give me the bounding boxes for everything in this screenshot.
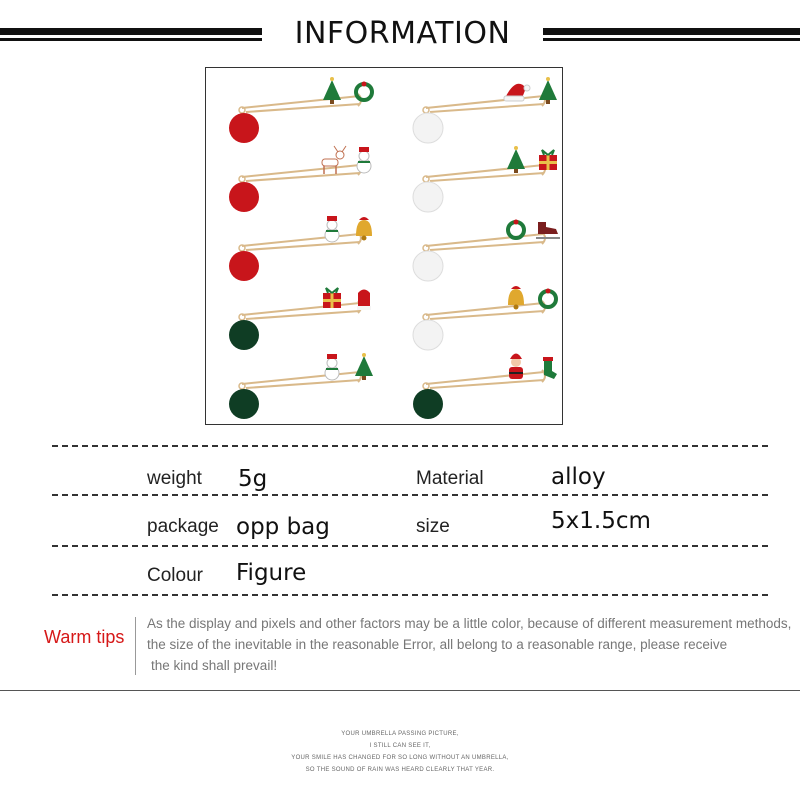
header-bars-right xyxy=(543,28,800,44)
brooch-pin xyxy=(413,146,557,212)
colour-label: Colour xyxy=(147,565,203,586)
wreath-icon xyxy=(540,289,556,308)
christmas-tree-icon xyxy=(539,77,557,104)
gift-box-icon xyxy=(539,150,557,170)
snowman-icon xyxy=(325,354,339,380)
pom-pom xyxy=(413,251,443,281)
brooch-pin xyxy=(413,286,556,350)
brooch-pin xyxy=(229,146,371,212)
wreath-icon xyxy=(356,82,372,101)
warm-tips-separator xyxy=(135,617,136,675)
ice-skate-icon xyxy=(536,222,560,238)
warm-tips-line: As the display and pixels and other factors may be a little color, because of different measurement methods, xyxy=(147,616,792,631)
divider-dashed xyxy=(52,545,768,547)
package-value: opp bag xyxy=(236,514,330,540)
pom-pom xyxy=(229,113,259,143)
pom-pom xyxy=(229,182,259,212)
christmas-tree-icon xyxy=(507,146,525,173)
size-label: size xyxy=(416,516,450,537)
reindeer-icon xyxy=(322,146,346,174)
brooch-pin xyxy=(413,220,560,282)
divider-dashed xyxy=(52,494,768,496)
weight-label: weight xyxy=(147,468,202,489)
pom-pom xyxy=(413,320,443,350)
header xyxy=(0,0,800,70)
pom-pom xyxy=(229,320,259,350)
header-bars-left xyxy=(0,28,262,44)
warm-tips-line: the kind shall prevail! xyxy=(151,658,278,673)
divider-dashed xyxy=(52,445,768,447)
snowman-icon xyxy=(357,147,371,173)
colour-value: Figure xyxy=(236,560,307,586)
brooch-pin xyxy=(229,216,372,281)
brooch-pin xyxy=(413,77,557,143)
page-title: INFORMATION xyxy=(294,16,511,51)
pom-pom xyxy=(229,389,259,419)
warm-tips-label: Warm tips xyxy=(44,627,125,647)
divider-dashed xyxy=(52,594,768,596)
brooch-pin xyxy=(229,353,373,419)
bell-icon xyxy=(356,217,372,241)
material-value: alloy xyxy=(551,464,606,490)
footer-line: SO THE SOUND OF RAIN WAS HEARD CLEARLY THAT YEAR. xyxy=(305,767,495,773)
size-value: 5x1.5cm xyxy=(551,508,651,534)
pom-pom xyxy=(413,113,443,143)
pom-pom xyxy=(229,251,259,281)
warm-tips-line: the size of the inevitable in the reasonable Error, all belong to a reasonable range, please receive xyxy=(147,637,728,652)
product-photo-illustration xyxy=(206,68,562,424)
brooch-pin xyxy=(229,77,372,143)
christmas-tree-icon xyxy=(323,77,341,104)
pom-pom xyxy=(413,182,443,212)
weight-value: 5g xyxy=(238,466,268,492)
divider-solid xyxy=(0,690,800,691)
mitten-icon xyxy=(357,290,371,311)
santa-icon xyxy=(509,354,523,380)
snowman-icon xyxy=(325,216,339,242)
gift-box-icon xyxy=(323,288,341,308)
footer-line: YOUR SMILE HAS CHANGED FOR SO LONG WITHOUT AN UMBRELLA, xyxy=(291,755,509,761)
footer-line: YOUR UMBRELLA PASSING PICTURE, xyxy=(341,731,459,737)
brooch-pin xyxy=(229,288,371,350)
footer-line: I STILL CAN SEE IT, xyxy=(369,743,431,749)
wreath-icon xyxy=(508,220,524,239)
pom-pom xyxy=(413,389,443,419)
material-label: Material xyxy=(416,468,484,489)
product-photo xyxy=(205,67,563,425)
brooch-pin xyxy=(413,354,557,420)
package-label: package xyxy=(147,516,219,537)
christmas-tree-icon xyxy=(355,353,373,380)
